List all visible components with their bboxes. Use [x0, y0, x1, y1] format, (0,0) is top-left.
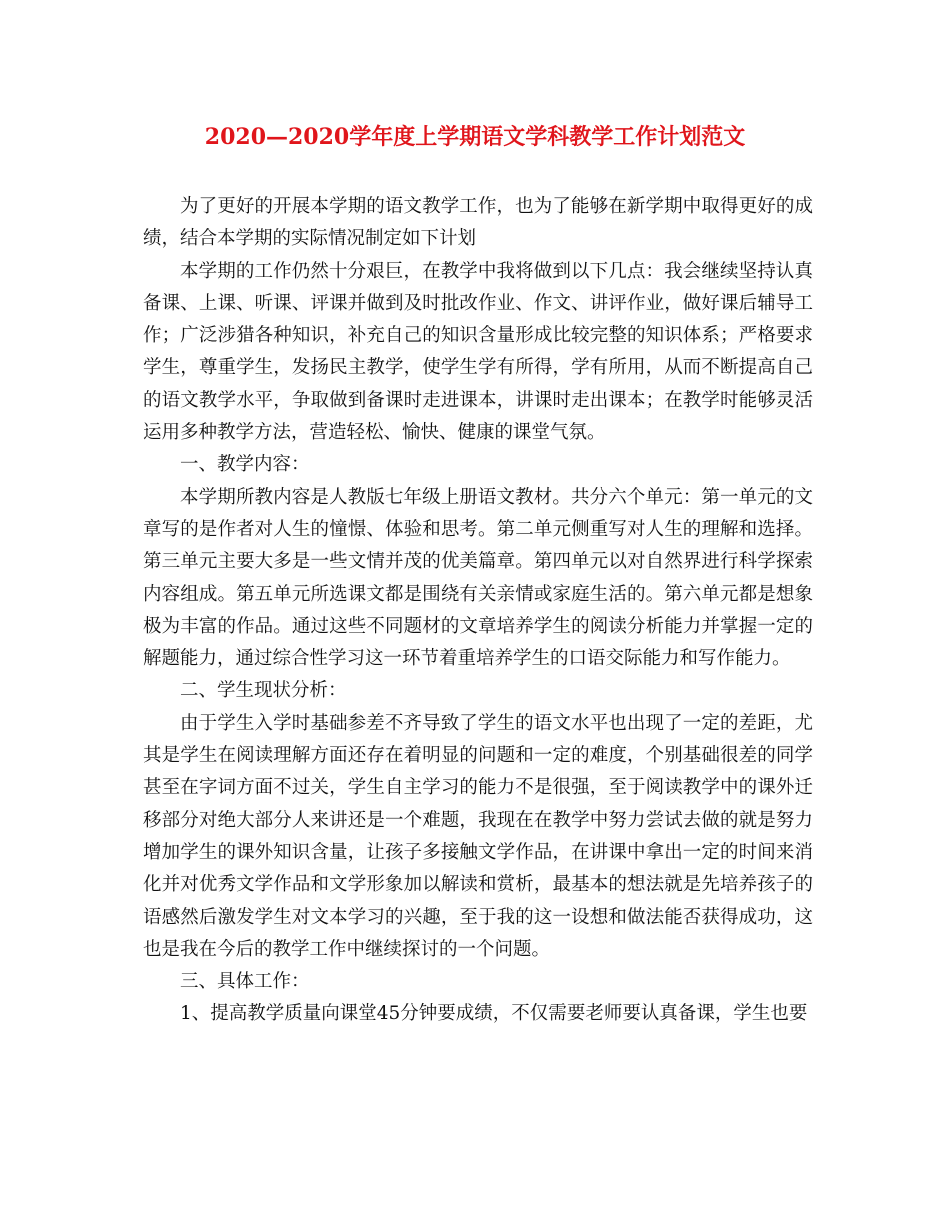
specific-work-item-1: 1、提高教学质量向课堂45分钟要成绩，不仅需要老师要认真备课，学生也要 [180, 1003, 808, 1025]
intro-paragraph: 为了更好的开展本学期的语文教学工作，也为了能够在新学期中取得更好的成绩，结合本学期的实际情况制定如下计划 [143, 196, 813, 250]
student-analysis-paragraph: 由于学生入学时基础参差不齐导致了学生的语文水平也出现了一定的差距，尤其是学生在阅读理解方面还存在着明显的问题和一定的难度，个别基础很差的同学甚至在字词方面不过关，学生自主学习的能力不是很强，至于阅读教学中的课外迁移部分对绝大部分人来讲还是一个难题，我现在在教学中努力尝试去做的就是努力增加学生的课外知识含量，让孩子多接触文学作品，在讲课中拿出一定的时间来消化并对优秀文学作品和文学形象加以解读和赏析，最基本的想法就是先培养孩子的语感然后激发学生对文本学习的兴趣，至于我的这一设想和做法能否获得成功，这也是我在今后的教学工作中继续探讨的一个问题。 [143, 712, 813, 960]
section-heading-student-analysis: 二、学生现状分析： [180, 680, 347, 702]
document-body [143, 191, 813, 1031]
section-heading-teaching-content: 一、教学内容： [180, 454, 310, 476]
document-title: 2020—2020学年度上学期语文学科教学工作计划范文 [204, 124, 746, 150]
section-heading-specific-work: 三、具体工作： [180, 971, 310, 993]
work-plan-paragraph: 本学期的工作仍然十分艰巨，在教学中我将做到以下几点：我会继续坚持认真备课、上课、听课、评课并做到及时批改作业、作文、讲评作业，做好课后辅导工作；广泛涉猎各种知识，补充自己的知识含量形成比较完整的知识体系；严格要求学生，尊重学生，发扬民主教学，使学生学有所得，学有所用，从而不断提高自己的语文教学水平，争取做到备课时走进课本，讲课时走出课本；在教学时能够灵活运用多种教学方法，营造轻松、愉快、健康的课堂气氛。 [143, 260, 813, 444]
teaching-content-paragraph: 本学期所教内容是人教版七年级上册语文教材。共分六个单元：第一单元的文章写的是作者对人生的憧憬、体验和思考。第二单元侧重写对人生的理解和选择。第三单元主要大多是一些文情并茂的优美篇章。第四单元以对自然界进行科学探索内容组成。第五单元所选课文都是围绕有关亲情或家庭生活的。第六单元都是想象极为丰富的作品。通过这些不同题材的文章培养学生的阅读分析能力并掌握一定的解题能力，通过综合性学习这一环节着重培养学生的口语交际能力和写作能力。 [143, 486, 813, 670]
